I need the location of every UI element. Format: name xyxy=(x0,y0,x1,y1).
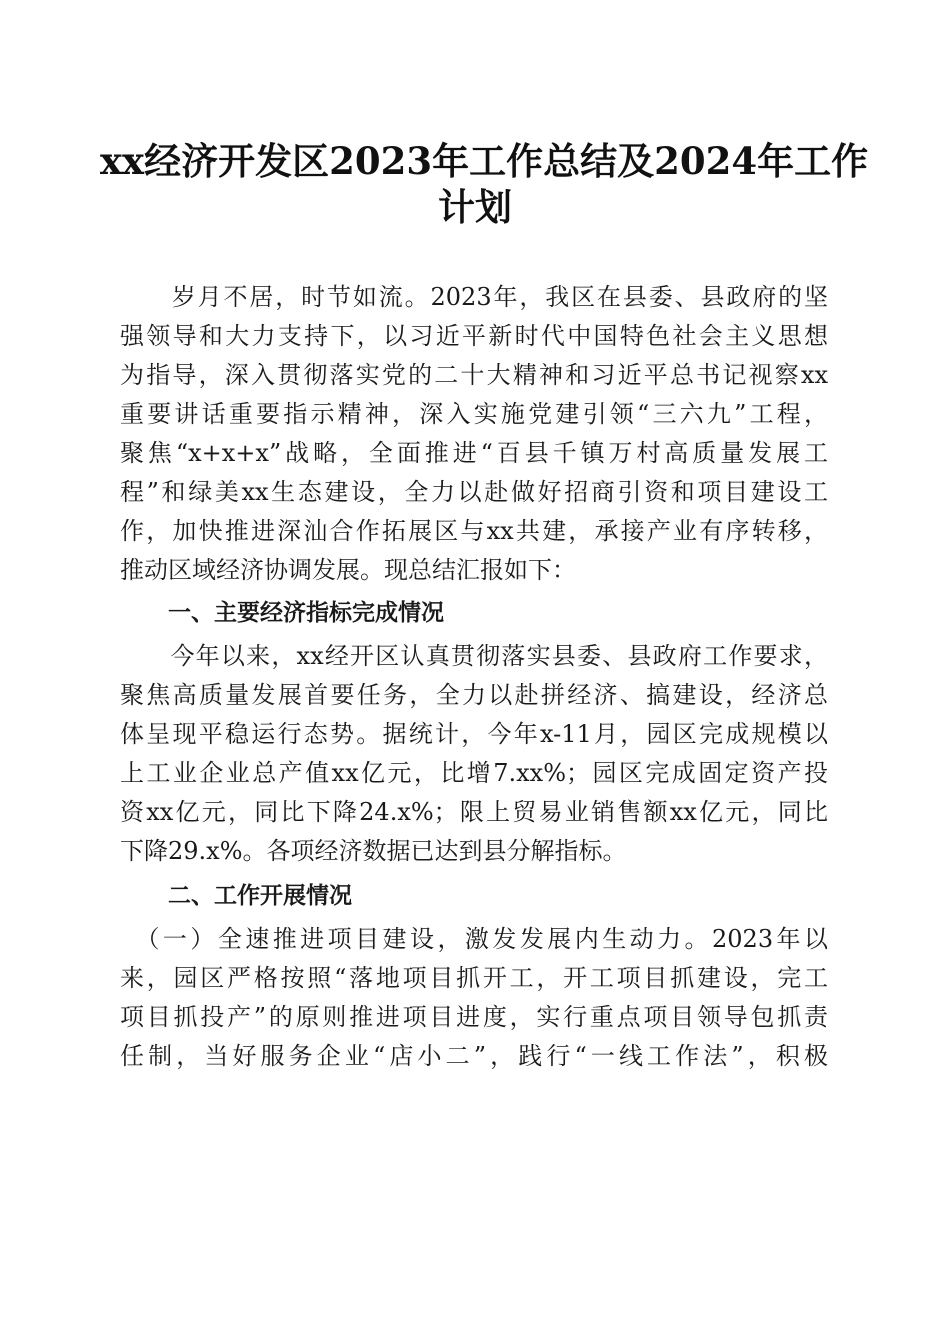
text-line: 作，加快推进深汕合作拓展区与xx共建，承接产业有序转移， xyxy=(120,517,828,545)
intro-paragraph xyxy=(120,278,828,590)
text-line: 资xx亿元，同比下降24.x%；限上贸易业销售额xx亿元，同比 xyxy=(120,798,828,826)
text-line: 今年以来，xx经开区认真贯彻落实县委、县政府工作要求， xyxy=(120,642,828,670)
section-2-paragraph xyxy=(120,920,828,1076)
title-line-1: xx经济开发区2023年工作总结及2024年工作 xyxy=(100,139,869,183)
text-line: 体呈现平稳运行态势。据统计，今年x-11月，园区完成规模以 xyxy=(120,720,828,748)
title-line-2: 计划 xyxy=(438,185,512,229)
text-line: 重要讲话重要指示精神，深入实施党建引领“三六九”工程， xyxy=(120,400,828,428)
text-line: 聚焦“x+x+x”战略，全面推进“百县千镇万村高质量发展工 xyxy=(120,439,828,467)
section-1-paragraph xyxy=(120,637,828,871)
text-line: 为指导，深入贯彻落实党的二十大精神和习近平总书记视察xx xyxy=(120,361,828,389)
text-line: 程”和绿美xx生态建设，全力以赴做好招商引资和项目建设工 xyxy=(120,478,828,506)
text-line: 上工业企业总产值xx亿元，比增7.xx%；园区完成固定资产投 xyxy=(120,759,828,787)
text-line: 强领导和大力支持下，以习近平新时代中国特色社会主义思想 xyxy=(120,322,828,350)
text-line: （一）全速推进项目建设，激发发展内生动力。2023年以 xyxy=(120,925,828,953)
document-body xyxy=(120,278,828,1076)
text-line: 项目抓投产”的原则推进项目进度，实行重点项目领导包抓责 xyxy=(120,1003,828,1031)
text-line: 岁月不居，时节如流。2023年，我区在县委、县政府的坚 xyxy=(120,283,828,311)
text-line: 下降29.x%。各项经济数据已达到县分解指标。 xyxy=(120,837,627,865)
section-heading-1: 一、主要经济指标完成情况 xyxy=(168,600,444,626)
section-heading-2: 二、工作开展情况 xyxy=(168,883,352,909)
text-line: 聚焦高质量发展首要任务，全力以赴拼经济、搞建设，经济总 xyxy=(120,681,828,709)
text-line: 来，园区严格按照“落地项目抓开工，开工项目抓建设，完工 xyxy=(120,964,828,992)
document-title xyxy=(100,138,869,230)
text-line: 推动区域经济协调发展。现总结汇报如下： xyxy=(120,556,576,584)
text-line: 任制，当好服务企业“店小二”，践行“一线工作法”，积极 xyxy=(120,1042,828,1070)
